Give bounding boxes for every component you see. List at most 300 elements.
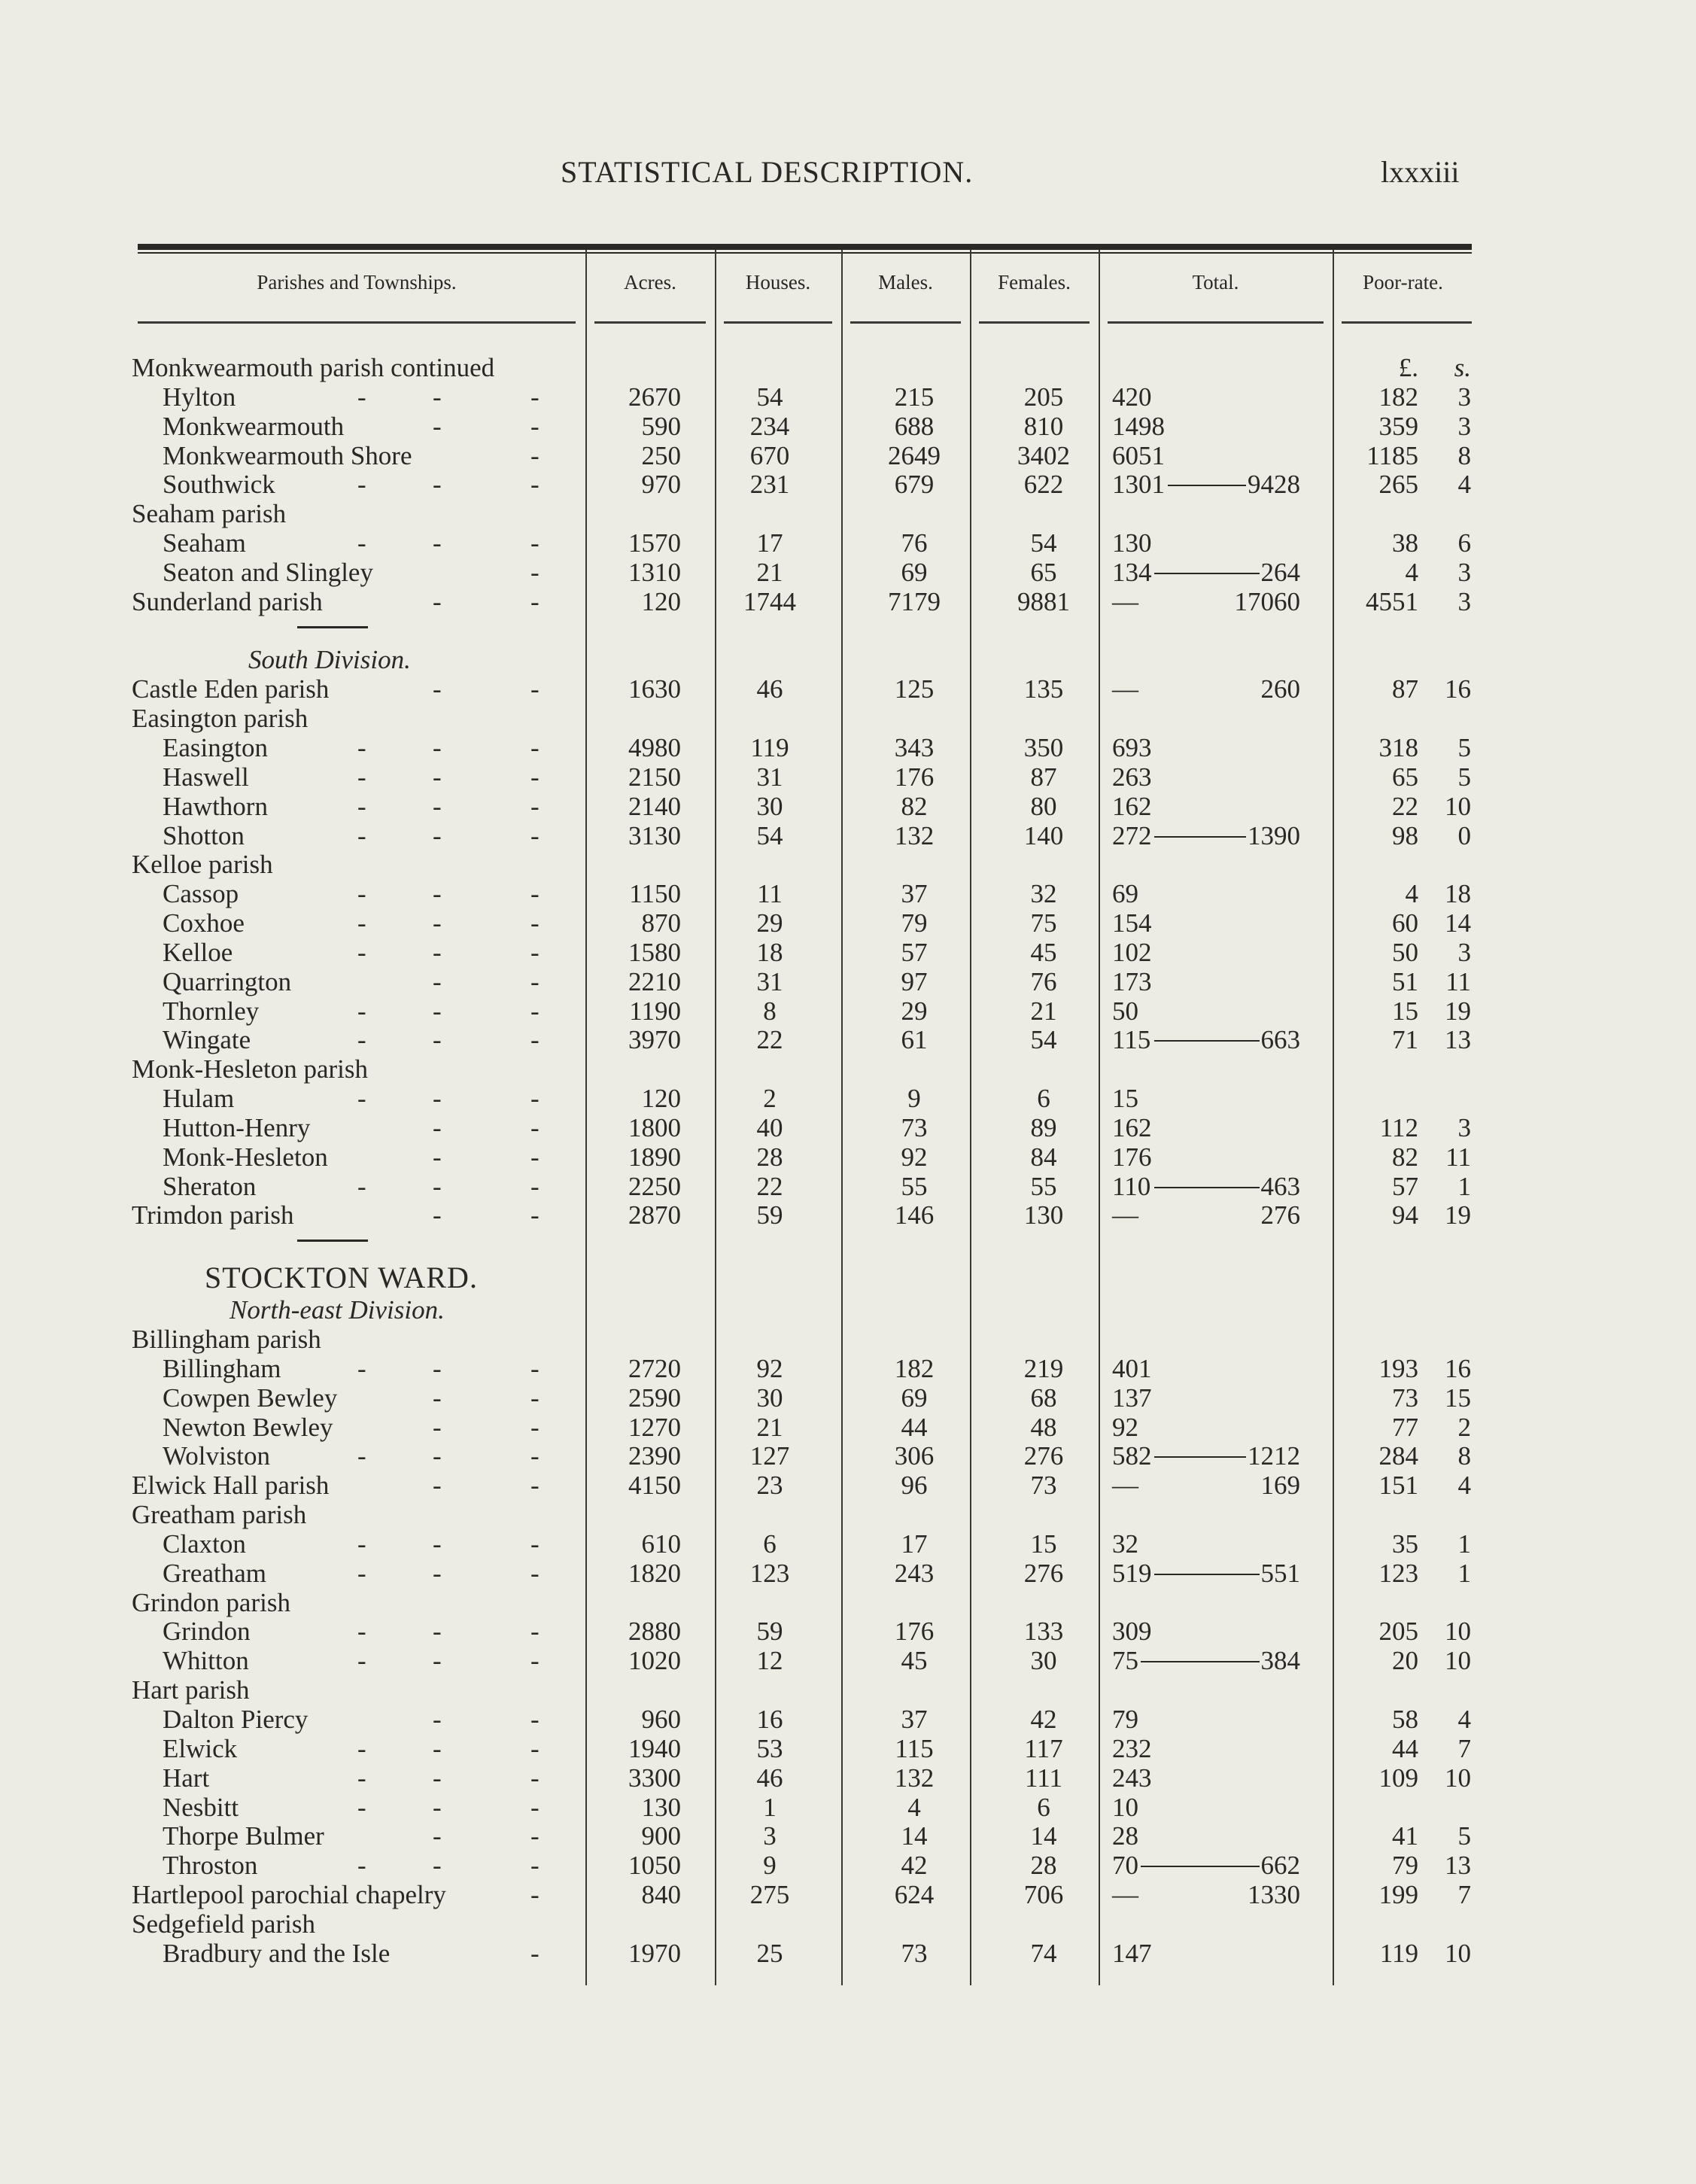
- houses-value: 31: [756, 762, 783, 792]
- males-value: 61: [901, 1025, 928, 1055]
- township-name: Monkwearmouth Shore: [163, 440, 412, 470]
- acres-value: 870: [641, 908, 681, 938]
- total-value: 309: [1112, 1617, 1152, 1647]
- houses-value: 21: [756, 557, 783, 587]
- table-row: Seaton and Slingley - 1310 21 69 65 134 264 4 3: [163, 557, 1471, 587]
- poor-rate-shillings: 6: [1457, 528, 1471, 558]
- acres-value: 1820: [628, 1558, 681, 1588]
- township-name: Thorpe Bulmer: [163, 1821, 324, 1851]
- poor-rate-pounds: 38: [1392, 528, 1418, 558]
- females-value: 76: [1030, 966, 1057, 996]
- table-row: Bradbury and the Isle - 1970 25 73 74 147 119 10: [163, 1938, 1471, 1968]
- total-connector: [1154, 1187, 1260, 1188]
- acres-value: 960: [641, 1704, 681, 1734]
- poor-rate-pounds: 98: [1392, 820, 1418, 850]
- parish-total-value: 9428: [1248, 470, 1300, 500]
- table-row: Wolviston - - - 2390 127 306 276 582 1212 284 8: [163, 1441, 1471, 1471]
- township-name: Cowpen Bewley: [163, 1382, 338, 1413]
- total-value: 10: [1112, 1792, 1138, 1822]
- acres-value: 590: [641, 411, 681, 441]
- township-name: Billingham: [163, 1353, 281, 1383]
- males-value: 146: [894, 1200, 935, 1230]
- houses-value: 40: [756, 1112, 783, 1142]
- houses-value: 123: [749, 1558, 790, 1588]
- houses-value: 53: [756, 1733, 783, 1763]
- parish-total-value: 169: [1260, 1471, 1300, 1501]
- total-value: 162: [1112, 1112, 1152, 1142]
- table-row: Kelloe - - - 1580 18 57 45 102 50 3: [163, 937, 1471, 967]
- table-row: Nesbitt - - - 130 1 4 6 10: [163, 1792, 1138, 1822]
- females-value: 55: [1030, 1171, 1057, 1201]
- township-name: Hulam: [163, 1084, 235, 1114]
- table-row: Dalton Piercy - - 960 16 37 42 79 58 4: [163, 1704, 1471, 1734]
- table-row: Cowpen Bewley - - 2590 30 69 68 137 73 15: [163, 1382, 1471, 1413]
- parish-total-value: 17060: [1234, 586, 1300, 616]
- total-value: —: [1112, 1880, 1138, 1910]
- acres-value: 1020: [628, 1646, 681, 1676]
- table-row: [0, 1296, 1696, 1325]
- houses-value: 59: [756, 1200, 783, 1230]
- females-value: 14: [1030, 1821, 1057, 1851]
- total-value: 147: [1112, 1938, 1152, 1968]
- males-value: 82: [901, 791, 928, 821]
- parish-name: Grindon parish: [132, 1587, 290, 1617]
- table-row: Greatham - - - 1820 123 243 276 519 551 123 1: [163, 1558, 1471, 1588]
- table-row: Quarrington - - 2210 31 97 76 173 51 11: [163, 966, 1471, 996]
- males-value: 55: [901, 1171, 928, 1201]
- table-row: Thornley - - - 1190 8 29 21 50 15 19: [163, 996, 1471, 1026]
- poor-rate-pounds: 58: [1392, 1704, 1418, 1734]
- total-value: 69: [1112, 879, 1138, 909]
- parish-name: Sunderland parish: [132, 586, 323, 616]
- poor-rate-pounds: 73: [1392, 1382, 1418, 1413]
- poor-rate-shillings: 3: [1457, 411, 1471, 441]
- table-row: Monk-Hesleton - - 1890 28 92 84 176 82 11: [163, 1142, 1471, 1172]
- houses-value: 54: [756, 820, 783, 850]
- total-value: 176: [1112, 1142, 1152, 1172]
- total-value: —: [1112, 674, 1138, 704]
- table-row: Easington - - - 4980 119 343 350 693 318 5: [163, 732, 1471, 762]
- township-name: Hart: [163, 1763, 210, 1793]
- acres-value: 1890: [628, 1142, 681, 1172]
- poor-rate-pounds: 109: [1378, 1763, 1418, 1793]
- males-value: 688: [894, 411, 935, 441]
- houses-value: 54: [756, 382, 783, 412]
- poor-rate-pounds: 199: [1378, 1880, 1418, 1910]
- acres-value: 1970: [628, 1938, 681, 1968]
- acres-value: 2880: [628, 1617, 681, 1647]
- acres-value: 120: [641, 586, 681, 616]
- total-value: 92: [1112, 1412, 1138, 1442]
- acres-value: 1630: [628, 674, 681, 704]
- poor-rate-shillings: 13: [1445, 1025, 1471, 1055]
- houses-value: 9: [763, 1851, 777, 1881]
- poor-rate-pounds: 22: [1392, 791, 1418, 821]
- section-rule: [297, 626, 368, 628]
- poor-rate-shillings: 10: [1445, 1763, 1471, 1793]
- males-value: 69: [901, 557, 928, 587]
- males-value: 343: [894, 732, 935, 762]
- parish-total-value: 1212: [1248, 1441, 1300, 1471]
- poor-rate-shillings: 5: [1457, 732, 1471, 762]
- females-value: 140: [1023, 820, 1064, 850]
- parish-total-value: 1330: [1248, 1880, 1300, 1910]
- acres-value: 970: [641, 470, 681, 500]
- houses-value: 30: [756, 791, 783, 821]
- poor-rate-pounds: 4551: [1366, 586, 1418, 616]
- acres-value: 2210: [628, 966, 681, 996]
- females-value: 74: [1030, 1938, 1057, 1968]
- section-heading: North-east Division.: [229, 1295, 445, 1325]
- table-row: Trimdon parish - - 2870 59 146 130 — 276 94 19: [132, 1200, 1471, 1230]
- houses-value: 2: [763, 1084, 777, 1114]
- houses-value: 29: [756, 908, 783, 938]
- poor-rate-pounds: 65: [1392, 762, 1418, 792]
- table-row: [0, 704, 1696, 734]
- poor-rate-pounds: 20: [1392, 1646, 1418, 1676]
- houses-value: 6: [763, 1528, 777, 1559]
- table-row: Coxhoe - - - 870 29 79 75 154 60 14: [163, 908, 1471, 938]
- township-name: Throston: [163, 1851, 258, 1881]
- acres-value: 3970: [628, 1025, 681, 1055]
- township-name: Seaton and Slingley: [163, 557, 373, 587]
- shillings-unit: s.: [1454, 353, 1471, 382]
- acres-value: 2390: [628, 1441, 681, 1471]
- total-value: 162: [1112, 791, 1152, 821]
- table-row: Hawthorn - - - 2140 30 82 80 162 22 10: [163, 791, 1471, 821]
- females-value: 6: [1037, 1084, 1050, 1114]
- table-row: [0, 646, 1696, 675]
- total-value: 272: [1112, 820, 1152, 850]
- total-value: 6051: [1112, 440, 1165, 470]
- houses-value: 670: [749, 440, 790, 470]
- males-value: 45: [901, 1646, 928, 1676]
- table-top-rule: [138, 244, 1472, 250]
- section-rule: [297, 1240, 368, 1242]
- poor-rate-shillings: 7: [1457, 1733, 1471, 1763]
- poor-rate-shillings: 3: [1457, 937, 1471, 967]
- males-value: 44: [901, 1412, 928, 1442]
- col-header-parishes: Parishes and Townships.: [257, 271, 457, 294]
- acres-value: 1310: [628, 557, 681, 587]
- poor-rate-shillings: 5: [1457, 762, 1471, 792]
- table-row: [0, 1910, 1696, 1939]
- table-row: Sunderland parish - - 120 1744 7179 9881 — 17060 4551 3: [132, 586, 1471, 616]
- poor-rate-pounds: 318: [1378, 732, 1418, 762]
- township-name: Wolviston: [163, 1441, 271, 1471]
- poor-rate-pounds: 1185: [1366, 440, 1418, 470]
- col-header-poor-rate: Poor-rate.: [1363, 271, 1443, 294]
- table-row: Elwick - - - 1940 53 115 117 232 44 7: [163, 1733, 1471, 1763]
- table-row: Castle Eden parish - - 1630 46 125 135 — 260 87 16: [132, 674, 1471, 704]
- total-value: 70: [1112, 1851, 1138, 1881]
- total-value: 75: [1112, 1646, 1138, 1676]
- parish-total-value: 551: [1260, 1558, 1300, 1588]
- acres-value: 2670: [628, 382, 681, 412]
- houses-value: 18: [756, 937, 783, 967]
- parish-name: Monkwearmouth parish continued: [132, 353, 495, 382]
- males-value: 73: [901, 1112, 928, 1142]
- poor-rate-pounds: 4: [1405, 879, 1418, 909]
- table-row: Throston - - - 1050 9 42 28 70 662 79 13: [163, 1851, 1471, 1881]
- females-value: 65: [1030, 557, 1057, 587]
- females-value: 706: [1023, 1880, 1064, 1910]
- parish-name: Elwick Hall parish: [132, 1471, 330, 1501]
- parish-name: Billingham parish: [132, 1325, 321, 1354]
- statistics-table: [0, 354, 1696, 1969]
- total-value: 137: [1112, 1382, 1152, 1413]
- page-title: STATISTICAL DESCRIPTION.: [561, 155, 974, 189]
- header-rule: [979, 321, 1090, 324]
- females-value: 219: [1023, 1353, 1064, 1383]
- township-name: Shotton: [163, 820, 245, 850]
- poor-rate-shillings: 1: [1457, 1171, 1471, 1201]
- township-name: Whitton: [163, 1646, 249, 1676]
- table-row: [0, 1325, 1696, 1355]
- females-value: 810: [1023, 411, 1064, 441]
- houses-value: 59: [756, 1617, 783, 1647]
- table-row: Hylton - - - 2670 54 215 205 420 182 3: [163, 382, 1471, 412]
- poor-rate-shillings: 8: [1457, 440, 1471, 470]
- township-name: Elwick: [163, 1733, 238, 1763]
- table-row: Elwick Hall parish - - 4150 23 96 73 — 169 151 4: [132, 1471, 1471, 1501]
- township-name: Dalton Piercy: [163, 1704, 309, 1734]
- total-value: 582: [1112, 1441, 1152, 1471]
- township-name: Claxton: [163, 1528, 246, 1559]
- males-value: 243: [894, 1558, 935, 1588]
- males-value: 2649: [888, 440, 941, 470]
- males-value: 176: [894, 1617, 935, 1647]
- parish-name: Seaham parish: [132, 499, 287, 529]
- parish-name: Hartlepool parochial chapelry: [132, 1880, 446, 1910]
- poor-rate-shillings: 8: [1457, 1441, 1471, 1471]
- females-value: 28: [1030, 1851, 1057, 1881]
- acres-value: 1940: [628, 1733, 681, 1763]
- males-value: 9: [907, 1084, 921, 1114]
- total-connector: [1141, 1661, 1260, 1662]
- poor-rate-shillings: 3: [1457, 557, 1471, 587]
- females-value: 111: [1025, 1763, 1062, 1793]
- acres-value: 1270: [628, 1412, 681, 1442]
- females-value: 622: [1023, 470, 1064, 500]
- acres-value: 1190: [629, 996, 681, 1026]
- poor-rate-shillings: 11: [1445, 1142, 1471, 1172]
- col-header-acres: Acres.: [624, 271, 676, 294]
- col-header-total: Total.: [1192, 271, 1239, 294]
- col-header-females: Females.: [998, 271, 1071, 294]
- township-name: Cassop: [163, 879, 239, 909]
- females-value: 133: [1023, 1617, 1064, 1647]
- section-heading: STOCKTON WARD.: [205, 1261, 478, 1295]
- header-rule: [724, 321, 832, 324]
- page-number: lxxxiii: [1381, 155, 1460, 189]
- poor-rate-shillings: 7: [1457, 1880, 1471, 1910]
- township-name: Easington: [163, 732, 268, 762]
- table-row: [0, 617, 1696, 646]
- poor-rate-pounds: 35: [1392, 1528, 1418, 1559]
- total-connector: [1154, 573, 1260, 574]
- poor-rate-pounds: 15: [1392, 996, 1418, 1026]
- poor-rate-pounds: 41: [1392, 1821, 1418, 1851]
- township-name: Monk-Hesleton: [163, 1142, 328, 1172]
- poor-rate-pounds: 193: [1378, 1353, 1418, 1383]
- males-value: 69: [901, 1382, 928, 1413]
- houses-value: 275: [749, 1880, 790, 1910]
- acres-value: 2720: [628, 1353, 681, 1383]
- table-row: Haswell - - - 2150 31 176 87 263 65 5: [163, 762, 1471, 792]
- table-row: [0, 1260, 1696, 1296]
- poor-rate-shillings: 1: [1457, 1558, 1471, 1588]
- header-rule: [1108, 321, 1324, 324]
- acres-value: 250: [641, 440, 681, 470]
- total-value: 28: [1112, 1821, 1138, 1851]
- parish-total-value: 663: [1260, 1025, 1300, 1055]
- poor-rate-pounds: 4: [1405, 557, 1418, 587]
- houses-value: 16: [756, 1704, 783, 1734]
- poor-rate-shillings: 2: [1457, 1412, 1471, 1442]
- houses-value: 92: [756, 1353, 783, 1383]
- township-name: Hawthorn: [163, 791, 268, 821]
- houses-value: 17: [756, 528, 783, 558]
- total-value: 243: [1112, 1763, 1152, 1793]
- males-value: 132: [894, 820, 935, 850]
- township-name: Seaham: [163, 528, 246, 558]
- township-name: Hutton-Henry: [163, 1112, 311, 1142]
- females-value: 9881: [1017, 586, 1070, 616]
- houses-value: 1744: [743, 586, 796, 616]
- township-name: Greatham: [163, 1558, 266, 1588]
- parish-name: Castle Eden parish: [132, 674, 330, 704]
- total-connector: [1154, 1456, 1246, 1458]
- houses-value: 8: [763, 996, 777, 1026]
- poor-rate-pounds: 50: [1392, 937, 1418, 967]
- houses-value: 22: [756, 1025, 783, 1055]
- table-row: [0, 1230, 1696, 1260]
- parish-total-value: 1390: [1248, 820, 1300, 850]
- header-rule: [594, 321, 706, 324]
- poor-rate-shillings: 16: [1445, 674, 1471, 704]
- table-row: Hart - - - 3300 46 132 111 243 109 10: [163, 1763, 1471, 1793]
- poor-rate-pounds: 60: [1392, 908, 1418, 938]
- parish-name: Greatham parish: [132, 1500, 307, 1530]
- females-value: 350: [1023, 732, 1064, 762]
- township-name: Quarrington: [163, 966, 292, 996]
- poor-rate-pounds: 77: [1392, 1412, 1418, 1442]
- houses-value: 234: [749, 411, 790, 441]
- houses-value: 119: [750, 732, 789, 762]
- acres-value: 1570: [628, 528, 681, 558]
- section-heading: South Division.: [248, 645, 411, 675]
- total-connector: [1168, 485, 1246, 486]
- poor-rate-shillings: 4: [1457, 1471, 1471, 1501]
- total-value: 79: [1112, 1704, 1138, 1734]
- township-name: Thornley: [163, 996, 260, 1026]
- table-row: [0, 1676, 1696, 1705]
- total-value: 232: [1112, 1733, 1152, 1763]
- females-value: 42: [1030, 1704, 1057, 1734]
- poor-rate-shillings: 14: [1445, 908, 1471, 938]
- parish-name: Monk-Hesleton parish: [132, 1054, 368, 1084]
- males-value: 176: [894, 762, 935, 792]
- township-name: Haswell: [163, 762, 249, 792]
- total-value: 1301: [1112, 470, 1165, 500]
- males-value: 115: [895, 1733, 934, 1763]
- table-row: Southwick - - - 970 231 679 622 1301 9428 265 4: [163, 470, 1471, 500]
- females-value: 84: [1030, 1142, 1057, 1172]
- poor-rate-shillings: 15: [1445, 1382, 1471, 1413]
- township-name: Hylton: [163, 382, 236, 412]
- poor-rate-shillings: 4: [1457, 1704, 1471, 1734]
- females-value: 130: [1023, 1200, 1064, 1230]
- males-value: 76: [901, 528, 928, 558]
- total-value: 401: [1112, 1353, 1152, 1383]
- poor-rate-shillings: 0: [1457, 820, 1471, 850]
- females-value: 30: [1030, 1646, 1057, 1676]
- males-value: 215: [894, 382, 935, 412]
- acres-value: 1580: [628, 937, 681, 967]
- acres-value: 900: [641, 1821, 681, 1851]
- males-value: 306: [894, 1441, 935, 1471]
- acres-value: 1150: [629, 879, 681, 909]
- parish-total-value: 384: [1260, 1646, 1300, 1676]
- parish-total-value: 662: [1260, 1851, 1300, 1881]
- houses-value: 46: [756, 674, 783, 704]
- total-value: 130: [1112, 528, 1152, 558]
- houses-value: 25: [756, 1938, 783, 1968]
- males-value: 14: [901, 1821, 928, 1851]
- table-row: Seaham - - - 1570 17 76 54 130 38 6: [163, 528, 1471, 558]
- houses-value: 46: [756, 1763, 783, 1793]
- poor-rate-pounds: 51: [1392, 966, 1418, 996]
- total-value: 50: [1112, 996, 1138, 1026]
- table-row: Shotton - - - 3130 54 132 140 272 1390 98 0: [163, 820, 1471, 850]
- header-rule: [850, 321, 961, 324]
- acres-value: 2590: [628, 1382, 681, 1413]
- females-value: 54: [1030, 528, 1057, 558]
- table-row: [0, 500, 1696, 529]
- houses-value: 231: [749, 470, 790, 500]
- females-value: 75: [1030, 908, 1057, 938]
- poor-rate-pounds: 359: [1378, 411, 1418, 441]
- township-name: Nesbitt: [163, 1792, 239, 1822]
- poor-rate-shillings: 19: [1445, 1200, 1471, 1230]
- poor-rate-pounds: 119: [1379, 1938, 1418, 1968]
- females-value: 135: [1023, 674, 1064, 704]
- township-name: Bradbury and the Isle: [163, 1938, 391, 1968]
- township-name: Wingate: [163, 1025, 251, 1055]
- acres-value: 130: [641, 1792, 681, 1822]
- females-value: 54: [1030, 1025, 1057, 1055]
- total-connector: [1141, 1866, 1260, 1867]
- females-value: 32: [1030, 879, 1057, 909]
- total-value: —: [1112, 586, 1138, 616]
- poor-rate-pounds: 112: [1379, 1112, 1418, 1142]
- poor-rate-shillings: 5: [1457, 1821, 1471, 1851]
- township-name: Kelloe: [163, 937, 233, 967]
- males-value: 7179: [888, 586, 941, 616]
- poor-rate-shillings: 10: [1445, 1938, 1471, 1968]
- acres-value: 2870: [628, 1200, 681, 1230]
- table-row: Wingate - - - 3970 22 61 54 115 663 71 13: [163, 1025, 1471, 1055]
- table-row: [0, 1501, 1696, 1530]
- females-value: 80: [1030, 791, 1057, 821]
- females-value: 276: [1023, 1558, 1064, 1588]
- poor-rate-shillings: 3: [1457, 1112, 1471, 1142]
- table-row: Billingham - - - 2720 92 182 219 401 193 16: [163, 1353, 1471, 1383]
- parish-name: Trimdon parish: [132, 1200, 294, 1230]
- poor-rate-shillings: 1: [1457, 1528, 1471, 1559]
- parish-name: Sedgefield parish: [132, 1909, 315, 1939]
